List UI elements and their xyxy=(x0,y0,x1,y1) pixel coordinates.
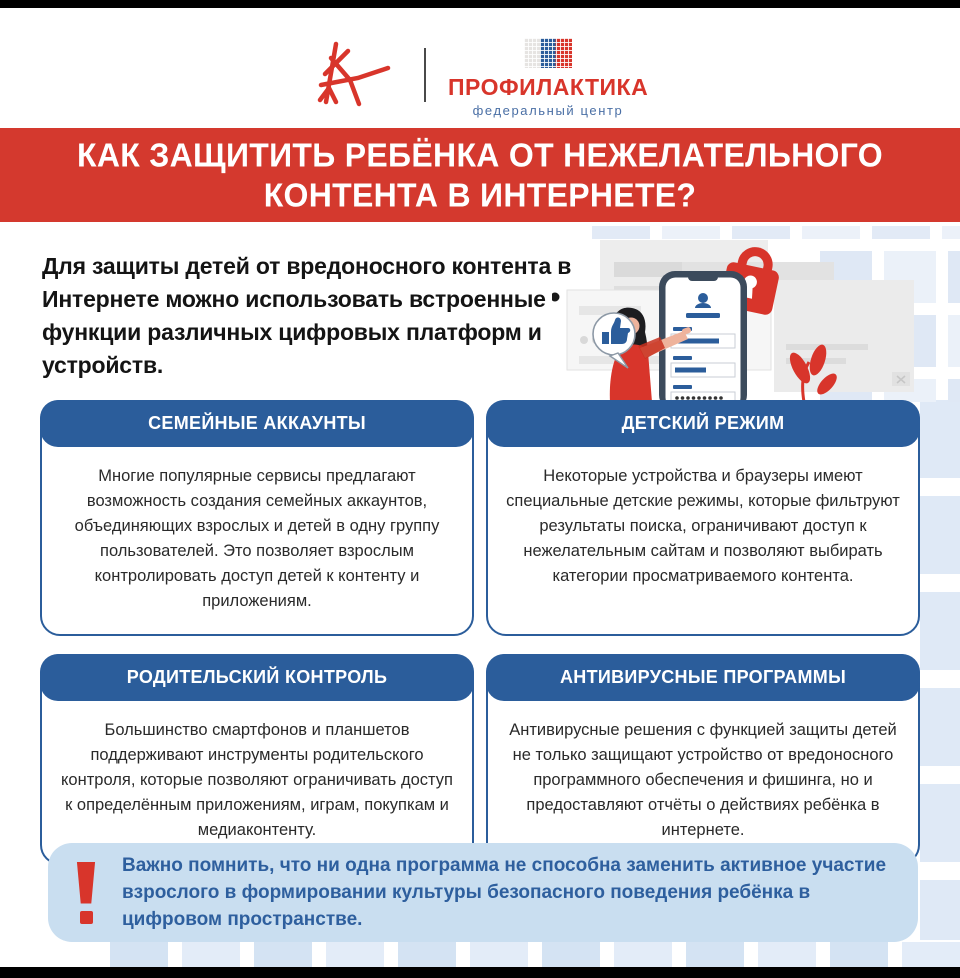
bottom-border-strip xyxy=(0,967,960,978)
title-line-2: КОНТЕНТА В ИНТЕРНЕТЕ? xyxy=(263,176,697,214)
note-text: Важно помнить, что ни одна программа не способна заменить активное участие взрослого в формировании культуры безопасного поведения ребёнка в цифровом пространстве. xyxy=(122,855,887,930)
top-border-strip xyxy=(0,0,960,8)
card-title: ДЕТСКИЙ РЕЖИМ xyxy=(486,400,920,447)
flag-grid-logo-icon xyxy=(524,38,572,68)
important-note xyxy=(48,843,918,942)
card-body: Большинство смартфонов и планшетов поддерживают инструменты родительского контроля, которые позволяют ограничивать доступ к определённым приложениям, играм, покупкам и медиаконтенту. xyxy=(61,721,453,839)
title-banner xyxy=(0,128,960,222)
header xyxy=(0,8,960,128)
header-divider xyxy=(424,48,426,102)
exclamation-icon xyxy=(74,862,98,924)
card-title: АНТИВИРУСНЫЕ ПРОГРАММЫ xyxy=(486,654,920,701)
title-line-1: КАК ЗАЩИТИТЬ РЕБЁНКА ОТ НЕЖЕЛАТЕЛЬНОГО xyxy=(77,136,883,174)
chair-line-logo-icon xyxy=(312,38,392,110)
card-title: СЕМЕЙНЫЕ АККАУНТЫ xyxy=(40,400,474,447)
card-family-accounts xyxy=(40,400,474,636)
cards-grid xyxy=(40,400,920,865)
card-body: Многие популярные сервисы предлагают возможность создания семейных аккаунтов, объединяющих взрослых и детей в одну группу пользователей. Это позволяет взрослым контролировать доступ детей к контенту и приложениям. xyxy=(74,467,440,610)
brand-title: ПРОФИЛАКТИКА xyxy=(448,74,649,100)
bottom-stripe-pattern xyxy=(110,942,960,967)
intro-paragraph: Для защиты детей от вредоносного контента в Интернете можно использовать встроенные функции различных цифровых платформ и устройств. xyxy=(42,253,572,378)
card-title: РОДИТЕЛЬСКИЙ КОНТРОЛЬ xyxy=(40,654,474,701)
illustration xyxy=(552,224,960,402)
card-body: Некоторые устройства и браузеры имеют специальные детские режимы, которые фильтруют результаты поиска, ограничивают доступ к нежелательным сайтам и позволяют выбирать категории просматриваемого контента. xyxy=(506,467,900,585)
card-antivirus xyxy=(486,654,920,865)
card-body: Антивирусные решения с функцией защиты детей не только защищают устройство от вредоносного программного обеспечения и фишинга, но и предоставляют отчёты о действиях ребёнка в интернете. xyxy=(509,721,897,839)
brand-subtitle: федеральный центр xyxy=(472,103,624,118)
card-kids-mode xyxy=(486,400,920,636)
side-square-pattern xyxy=(920,400,960,940)
brand-block xyxy=(448,38,648,118)
card-parental-control xyxy=(40,654,474,865)
